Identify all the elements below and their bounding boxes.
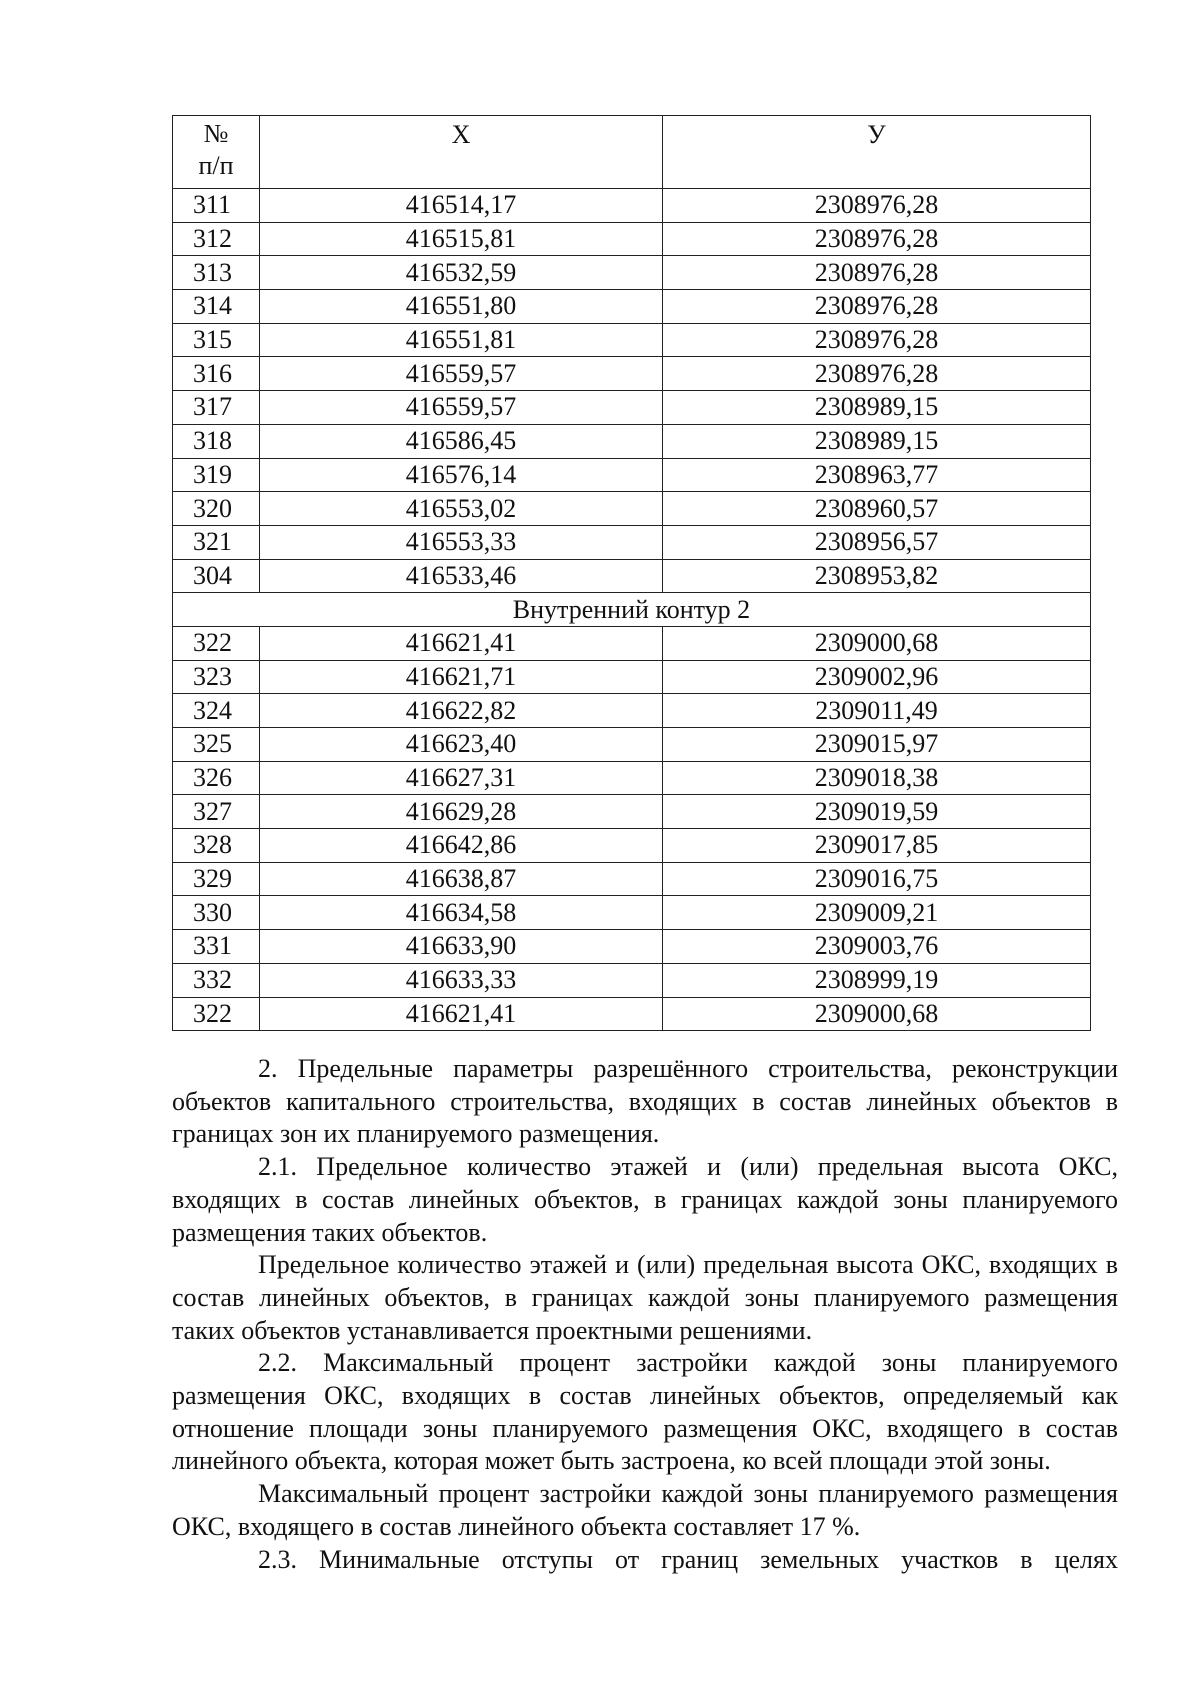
cell-x: 416586,45 [260, 424, 663, 458]
paragraph: 2. Предельные параметры разрешённого строительства, реконструкции объектов капитального строительства, входящих в состав линейных объектов в границах зон их планируемого размещения. [172, 1054, 1118, 1149]
cell-x: 416642,86 [260, 829, 663, 863]
cell-number: 330 [173, 896, 260, 930]
table-header-row [173, 116, 1091, 189]
cell-y: 2308976,28 [663, 357, 1091, 391]
body-text [172, 1053, 1118, 1576]
table-row [173, 256, 1091, 290]
coordinates-table [172, 115, 1091, 1031]
cell-number: 325 [173, 728, 260, 762]
cell-x: 416559,57 [260, 357, 663, 391]
cell-y: 2309015,97 [663, 728, 1091, 762]
cell-x: 416551,80 [260, 290, 663, 324]
table-body-group-2 [173, 626, 1091, 1030]
table-row [173, 559, 1091, 593]
cell-number: 319 [173, 458, 260, 492]
table-row [173, 761, 1091, 795]
cell-x: 416533,46 [260, 559, 663, 593]
cell-x: 416515,81 [260, 222, 663, 256]
table-row [173, 862, 1091, 896]
cell-y: 2308999,19 [663, 963, 1091, 997]
cell-x: 416576,14 [260, 458, 663, 492]
header-number-symbol: № [203, 119, 229, 148]
cell-number: 329 [173, 862, 260, 896]
cell-number: 323 [173, 660, 260, 694]
cell-y: 2309017,85 [663, 829, 1091, 863]
cell-x: 416622,82 [260, 694, 663, 728]
table-row [173, 694, 1091, 728]
header-number-abbr: п/п [198, 151, 234, 180]
cell-y: 2308976,28 [663, 290, 1091, 324]
table-row [173, 222, 1091, 256]
cell-number: 332 [173, 963, 260, 997]
cell-y: 2309016,75 [663, 862, 1091, 896]
section-title: Внутренний контур 2 [173, 593, 1091, 627]
cell-y: 2309018,38 [663, 761, 1091, 795]
cell-x: 416634,58 [260, 896, 663, 930]
table-body-group-1 [173, 189, 1091, 593]
cell-x: 416623,40 [260, 728, 663, 762]
cell-y: 2309002,96 [663, 660, 1091, 694]
cell-number: 304 [173, 559, 260, 593]
cell-number: 320 [173, 492, 260, 526]
table-row [173, 424, 1091, 458]
cell-y: 2308956,57 [663, 525, 1091, 559]
paragraph: Предельное количество этажей и (или) предельная высота ОКС, входящих в состав линейных объектов, в границах каждой зоны планируемого размещения таких объектов устанавливается проектными решениями. [172, 1250, 1118, 1345]
cell-number: 322 [173, 626, 260, 660]
cell-x: 416621,41 [260, 626, 663, 660]
table-row [173, 458, 1091, 492]
table-row [173, 997, 1091, 1031]
cell-number: 322 [173, 997, 260, 1031]
cell-x: 416633,90 [260, 930, 663, 964]
header-y: У [663, 116, 1091, 189]
cell-y: 2308976,28 [663, 323, 1091, 357]
cell-y: 2308963,77 [663, 458, 1091, 492]
cell-number: 321 [173, 525, 260, 559]
cell-y: 2308960,57 [663, 492, 1091, 526]
cell-y: 2308989,15 [663, 391, 1091, 425]
cell-x: 416633,33 [260, 963, 663, 997]
table-row [173, 829, 1091, 863]
paragraph: 2.2. Максимальный процент застройки каждой зоны планируемого размещения ОКС, входящих в состав линейных объектов, определяемый как отношение площади зоны планируемого размещения ОКС, входящего в состав линейного объекта, которая может быть застроена, ко всей площади этой зоны. [172, 1348, 1118, 1476]
cell-number: 327 [173, 795, 260, 829]
cell-y: 2309011,49 [663, 694, 1091, 728]
table-row [173, 323, 1091, 357]
cell-x: 416627,31 [260, 761, 663, 795]
cell-x: 416553,33 [260, 525, 663, 559]
cell-y: 2309019,59 [663, 795, 1091, 829]
cell-x: 416514,17 [260, 189, 663, 223]
cell-number: 324 [173, 694, 260, 728]
cell-y: 2308976,28 [663, 222, 1091, 256]
cell-y: 2309000,68 [663, 626, 1091, 660]
cell-number: 317 [173, 391, 260, 425]
cell-x: 416629,28 [260, 795, 663, 829]
paragraph: 2.1. Предельное количество этажей и (или) предельная высота ОКС, входящих в состав линейных объектов, в границах каждой зоны планируемого размещения таких объектов. [172, 1152, 1118, 1247]
paragraph: 2.3. Минимальные отступы от границ земельных участков в целях [258, 1544, 1118, 1574]
cell-y: 2309000,68 [663, 997, 1091, 1031]
cell-number: 318 [173, 424, 260, 458]
cell-x: 416638,87 [260, 862, 663, 896]
cell-y: 2308976,28 [663, 256, 1091, 290]
cell-number: 331 [173, 930, 260, 964]
table-row [173, 189, 1091, 223]
cell-x: 416621,41 [260, 997, 663, 1031]
cell-x: 416621,71 [260, 660, 663, 694]
cell-x: 416553,02 [260, 492, 663, 526]
cell-y: 2308976,28 [663, 189, 1091, 223]
table-row [173, 660, 1091, 694]
table-row [173, 492, 1091, 526]
header-number [173, 116, 260, 189]
cell-x: 416532,59 [260, 256, 663, 290]
table-row [173, 896, 1091, 930]
cell-y: 2308989,15 [663, 424, 1091, 458]
table-row [173, 290, 1091, 324]
cell-number: 326 [173, 761, 260, 795]
table-row [173, 626, 1091, 660]
cell-number: 314 [173, 290, 260, 324]
table-row [173, 963, 1091, 997]
cell-x: 416559,57 [260, 391, 663, 425]
cell-y: 2308953,82 [663, 559, 1091, 593]
cell-number: 315 [173, 323, 260, 357]
paragraph: Максимальный процент застройки каждой зоны планируемого размещения ОКС, входящего в состав линейного объекта составляет 17 %. [172, 1479, 1118, 1541]
table-row [173, 795, 1091, 829]
cell-number: 328 [173, 829, 260, 863]
cell-number: 316 [173, 357, 260, 391]
cell-y: 2309003,76 [663, 930, 1091, 964]
table-row [173, 930, 1091, 964]
header-x: Х [260, 116, 663, 189]
table-row [173, 391, 1091, 425]
table-row [173, 525, 1091, 559]
table-row [173, 357, 1091, 391]
table-row [173, 728, 1091, 762]
cell-y: 2309009,21 [663, 896, 1091, 930]
section-row [173, 593, 1091, 627]
cell-x: 416551,81 [260, 323, 663, 357]
cell-number: 311 [173, 189, 260, 223]
cell-number: 312 [173, 222, 260, 256]
cell-number: 313 [173, 256, 260, 290]
